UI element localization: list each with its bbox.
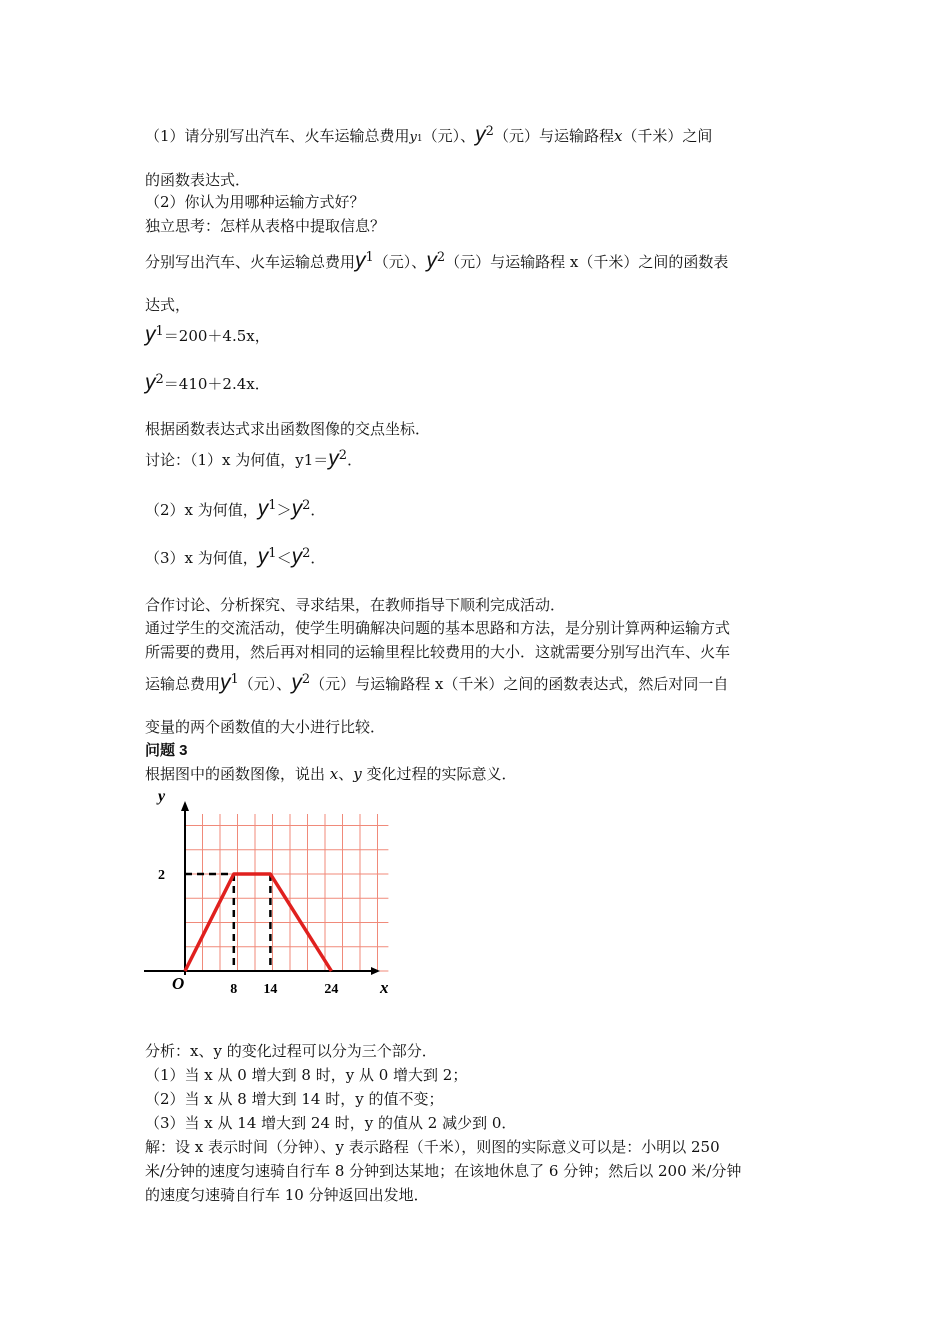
x-tick-label: 24 bbox=[324, 982, 339, 997]
solution-line2: 米/分钟的速度匀速骑自行车 8 分钟到达某地；在该地休息了 6 分钟；然后以 200 米/分钟 bbox=[145, 1162, 742, 1180]
question3-text: 根据图中的函数图像，说出 x、y 变化过程的实际意义． bbox=[145, 765, 517, 783]
discussion-1: 讨论：（1）x 为何值，y1＝y2． bbox=[145, 447, 363, 470]
q1-line3: （2）你认为用哪种运输方式好？ bbox=[145, 193, 365, 211]
x-tick-label: 14 bbox=[263, 982, 278, 997]
x-axis-arrow bbox=[371, 967, 380, 975]
y-axis-arrow bbox=[181, 801, 189, 811]
coop-line: 合作讨论、分析探究、寻求结果，在教师指导下顺利完成活动． bbox=[145, 596, 566, 614]
analysis-line: 分析：x、y 的变化过程可以分为三个部分． bbox=[145, 1042, 437, 1060]
question3-title: 问题 3 bbox=[145, 742, 188, 759]
para-line1: 通过学生的交流活动，使学生明确解决问题的基本思路和方法，是分别计算两种运输方式 bbox=[145, 619, 731, 637]
analysis-part3: （3）当 x 从 14 增大到 24 时，y 的值从 2 减少到 0． bbox=[145, 1114, 517, 1132]
y-axis-label: y bbox=[158, 788, 166, 805]
analysis-part2: （2）当 x 从 8 增大到 14 时，y 的值不变； bbox=[145, 1090, 444, 1108]
discussion-2: （2）x 为何值，y1＞y2． bbox=[145, 497, 326, 520]
para-line2: 所需要的费用，然后再对相同的运输里程比较费用的大小．这就需要分别写出汽车、火车 bbox=[145, 643, 731, 661]
x-axis-label: x bbox=[380, 978, 389, 997]
para-line3: 运输总费用y1（元）、y2（元）与运输路程 x（千米）之间的函数表达式，然后对同一自 bbox=[145, 671, 729, 694]
analysis-part1: （1）当 x 从 0 增大到 8 时，y 从 0 增大到 2； bbox=[145, 1066, 468, 1084]
para-line4: 变量的两个函数值的大小进行比较． bbox=[145, 718, 386, 736]
equation-y2: y2＝410＋2.4x． bbox=[145, 371, 270, 394]
discussion-3: （3）x 为何值，y1＜y2． bbox=[145, 545, 326, 568]
origin-label: O bbox=[172, 974, 185, 993]
y-tick-label: 2 bbox=[158, 868, 165, 883]
solution-line3: 的速度匀速骑自行车 10 分钟返回出发地． bbox=[145, 1186, 429, 1204]
q1-line1: （1）请分别写出汽车、火车运输总费用y1（元）、y2（元）与运输路程x（千米）之间 bbox=[145, 123, 713, 146]
x-tick-label: 8 bbox=[230, 982, 238, 997]
q1-line2: 的函数表达式． bbox=[145, 171, 251, 189]
solution-line1: 解：设 x 表示时间（分钟）、y 表示路程（千米），则图的实际意义可以是：小明以 250 bbox=[145, 1138, 720, 1156]
think-line: 独立思考：怎样从表格中提取信息？ bbox=[145, 217, 386, 235]
equation-y1: y1＝200＋4.5x， bbox=[145, 323, 270, 346]
intersect-line: 根据函数表达式求出函数图像的交点坐标． bbox=[145, 420, 431, 438]
function-graph bbox=[140, 785, 400, 1005]
write-line: 分别写出汽车、火车运输总费用y1（元）、y2（元）与运输路程 x（千米）之间的函数表 bbox=[145, 249, 729, 272]
write-line2: 达式， bbox=[145, 296, 191, 314]
